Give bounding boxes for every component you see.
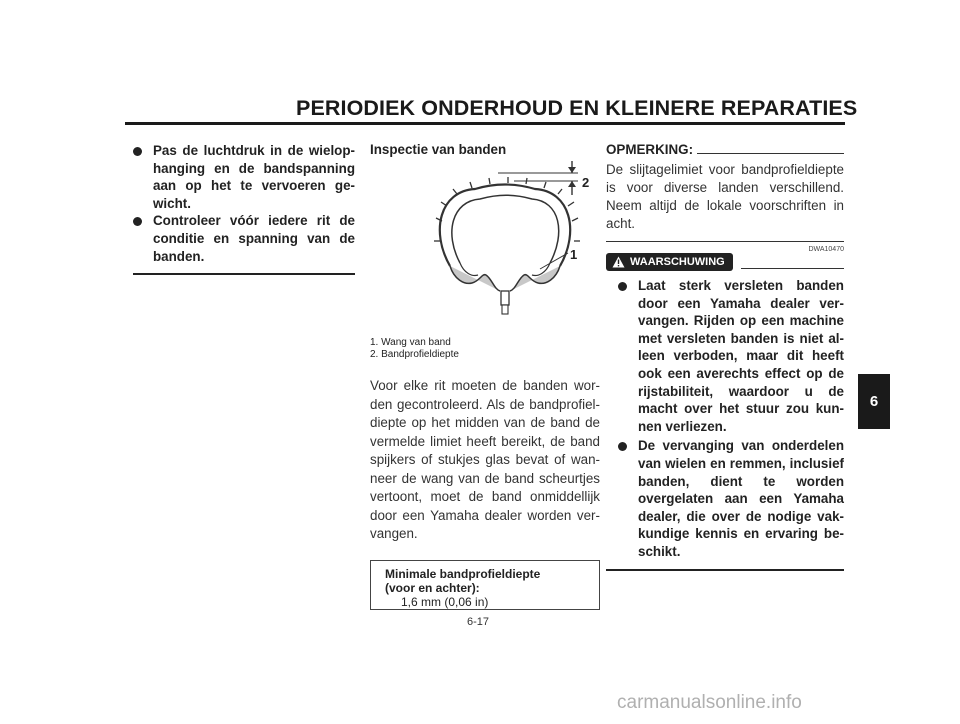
section-title: Inspectie van banden [370,142,507,157]
spec-label: Minimale bandprofieldiepte [385,566,541,581]
caption-line: 1. Wang van band [370,337,451,348]
bullet-item [133,212,355,265]
callout-label-1: 1 [570,247,578,262]
bullet-text: De vervanging van onderdelen van wielen en remmen, inclusief banden, dient te worden overgelaten aan een Yamaha dealer, die over de nodige vakkundige kennis en ervaring beschikt. [638,438,844,559]
spec-box [370,560,600,610]
bullet-text: Controleer vóór iedere rit de conditie en spanning van de banden. [153,213,355,264]
warning-bullet [618,277,844,435]
note-heading [606,142,844,157]
bullet-text: Pas de luchtdruk in de wielophanging en de bandspanning aan op het te vervoeren gewicht. [153,143,355,211]
tire-cross-section-figure [420,161,620,331]
tire-cross-section-drawing [420,161,620,331]
header-rule [125,122,845,125]
body-paragraph: Voor elke rit moeten de banden worden gecontroleerd. Als de bandprofieldiepte op het midden van de band de vermelde limiet heeft bereikt, de band spijkers of stukjes glas bevat of wanneer de wang van de band scheurtjes vertoont, moet de band onmiddellijk door een Yamaha dealer worden vervangen. [370,378,600,541]
column-middle [370,142,600,610]
warning-bullet [618,437,844,560]
page-header-title: PERIODIEK ONDERHOUD EN KLEINERE REPARATIES [296,96,858,120]
callout-label-2: 2 [582,175,590,190]
column-left [133,142,355,275]
bullet-icon [133,147,142,156]
section-end-rule [606,569,844,571]
note-text: De slijtagelimiet voor bandprofieldiepte is voor diverse landen verschillend. Neem altijd de lokale voorschriften in acht. [606,162,844,231]
spec-label: (voor en achter): [385,580,480,595]
warning-triangle-icon [612,256,625,268]
bullet-text: Laat sterk versleten banden door een Yamaha dealer vervangen. Rijden op een machine met versleten banden is niet alleen verboden, maar dit heeft ook een averechts effect op de rijstabiliteit, waardoor u de macht over het stuur zou kunnen verliezen. [638,278,844,434]
note-title: OPMERKING: [606,142,694,157]
warning-code: DWA10470 [606,241,844,253]
caption-line: 2. Bandprofieldiepte [370,349,459,360]
bullet-icon [618,442,627,451]
page-number: 6-17 [467,616,490,628]
warning-label: WAARSCHUWING [630,256,725,268]
warning-rule [741,268,844,269]
chapter-tab: 6 [858,374,890,429]
warning-badge [606,253,733,271]
column-right [606,142,844,571]
warning-header [606,253,844,271]
spec-value: 1,6 mm (0,06 in) [401,594,489,609]
bullet-icon [618,282,627,291]
watermark: carmanualsonline.info [617,692,802,713]
figure-caption [370,337,600,361]
bullet-item [133,142,355,212]
section-end-rule [133,273,355,275]
note-rule [697,153,844,154]
warning-list [606,277,844,571]
bullet-icon [133,217,142,226]
